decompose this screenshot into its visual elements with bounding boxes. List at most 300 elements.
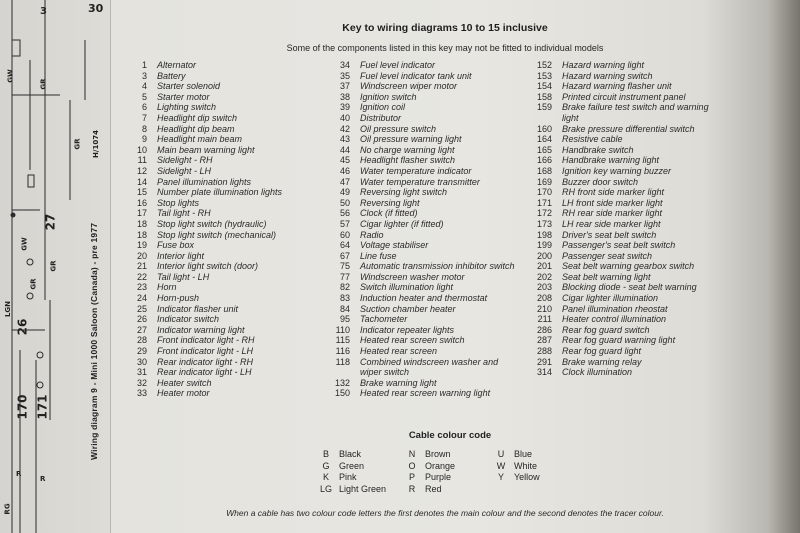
key-item: [330, 113, 530, 124]
diagram-label: GR: [29, 278, 38, 290]
key-item-name: Number plate illumination lights: [157, 187, 283, 198]
key-item: [530, 124, 725, 135]
key-item-number: 118: [335, 356, 350, 367]
key-item: [530, 293, 725, 304]
key-item: [131, 230, 336, 241]
key-item-name: Front indicator light - LH: [157, 346, 254, 357]
key-item: [330, 240, 530, 251]
key-item-name: Heater motor: [157, 388, 210, 399]
key-item-name: Reversing light switch: [360, 187, 448, 198]
key-item-number: 31: [136, 367, 147, 378]
key-item-number: 25: [136, 303, 147, 314]
key-item: [131, 102, 336, 113]
key-item-name: Heated rear screen warning light: [360, 388, 491, 399]
key-item-number: 26: [136, 314, 147, 325]
key-item: [330, 378, 530, 389]
colour-code: P: [408, 472, 415, 482]
colour-code-item: [493, 461, 540, 473]
key-item: [131, 208, 336, 219]
key-item-name: Reversing light: [360, 197, 420, 208]
colour-code: R: [408, 483, 416, 494]
key-item-name: Brake warning relay: [562, 356, 642, 367]
diagram-label: LGN: [4, 300, 13, 318]
key-item-number: 20: [136, 250, 147, 261]
key-item-name: Hazard warning switch: [562, 70, 653, 81]
key-item: [530, 367, 725, 378]
key-item: [131, 304, 336, 315]
key-item-name: Alternator: [157, 60, 197, 70]
diagram-label: GR: [39, 78, 48, 90]
key-item-name: Automatic transmission inhibitor switch: [360, 261, 515, 272]
key-item-name: Passenger's seat belt switch: [562, 240, 676, 251]
key-item: [131, 166, 336, 177]
key-item-name: Headlight dip beam: [157, 123, 235, 134]
key-item-number: 171: [536, 197, 552, 208]
key-item-number: 10: [136, 144, 147, 155]
key-item: [530, 240, 725, 251]
key-item-name: Windscreen wiper motor: [360, 81, 457, 92]
key-item-name: Indicator flasher unit: [157, 303, 239, 314]
key-item: [530, 187, 725, 198]
key-item: [131, 272, 336, 283]
key-item-number: 34: [339, 60, 350, 70]
key-item-name: Main beam warning light: [157, 144, 255, 155]
key-item-name: Indicator switch: [157, 314, 220, 325]
key-item-name: Heated rear screen: [360, 346, 438, 357]
key-item: [530, 261, 725, 272]
key-item-number: 82: [339, 282, 350, 293]
key-item-name: LH front side marker light: [562, 197, 663, 208]
key-item-number: 14: [136, 176, 147, 187]
key-item-name: No charge warning light: [360, 144, 455, 155]
key-item-name: Rear indicator light - RH: [157, 356, 254, 367]
key-item-number: 95: [339, 314, 350, 325]
key-item-number: 5: [141, 91, 147, 102]
key-item: [330, 230, 530, 241]
colour-code-item: [493, 472, 540, 484]
key-item-name: Front indicator light - RH: [157, 335, 255, 346]
key-item-name: Buzzer door switch: [562, 176, 639, 187]
colour-code-item: [318, 484, 386, 496]
colour-code-item: [318, 449, 386, 461]
key-item-name: Seat belt warning gearbox switch: [562, 261, 695, 272]
key-item: [330, 102, 530, 113]
key-item-number: 9: [141, 134, 147, 145]
key-item: [131, 60, 336, 71]
key-item-name: Sidelight - LH: [157, 165, 212, 176]
colour-name: Green: [339, 460, 365, 471]
diagram-label: GW: [6, 69, 15, 83]
key-item-number: 198: [536, 229, 552, 240]
key-item-name: Cigar lighter (if fitted): [360, 218, 444, 229]
key-item-number: 168: [536, 165, 552, 176]
key-item-number: 116: [335, 346, 350, 357]
cable-colour-heading: Cable colour code: [408, 430, 492, 441]
key-item-number: 152: [536, 60, 552, 70]
key-item-name: Switch illumination light: [360, 282, 454, 293]
key-item-number: 150: [334, 388, 350, 399]
colour-name: Black: [339, 449, 362, 459]
key-item: [530, 198, 725, 209]
key-item: [330, 335, 530, 346]
key-item: [131, 92, 336, 103]
key-item: [330, 282, 530, 293]
colour-code: K: [322, 472, 329, 482]
key-item-number: 30: [136, 356, 147, 367]
key-item-number: [330, 367, 350, 378]
key-item-number: 314: [536, 367, 552, 378]
key-item-name: Horn-push: [157, 293, 200, 304]
key-item: [131, 155, 336, 166]
key-item-name: Cigar lighter illumination: [562, 293, 659, 304]
key-item-number: 158: [536, 91, 552, 102]
colour-column-2: [404, 449, 455, 495]
colour-code: LG: [319, 483, 332, 494]
key-item: [131, 261, 336, 272]
key-item-number: 6: [141, 102, 147, 113]
key-item-name: Indicator warning light: [157, 324, 245, 335]
key-item-name: Handbrake switch: [562, 144, 634, 155]
key-item-name: Interior light switch (door): [157, 261, 259, 272]
key-item-name: Rear fog guard light: [562, 346, 642, 357]
key-item: [330, 134, 530, 145]
key-item-number: 115: [335, 335, 350, 346]
key-item-number: 159: [536, 102, 552, 113]
key-item-number: 75: [339, 261, 350, 272]
colour-code: W: [496, 460, 506, 471]
key-item: [131, 378, 336, 389]
key-item: [131, 177, 336, 188]
key-item: [530, 81, 725, 92]
key-item: [330, 357, 530, 368]
key-item-number: 18: [136, 218, 147, 229]
key-item: [530, 166, 725, 177]
key-item-number: 37: [339, 81, 350, 92]
key-item-number: 12: [136, 165, 147, 176]
key-item: [131, 81, 336, 92]
colour-name: White: [514, 460, 538, 471]
colour-code-item: [404, 484, 455, 496]
key-item-name: Handbrake warning light: [562, 155, 660, 166]
key-item-name: Driver's seat belt switch: [562, 229, 657, 240]
key-item-number: 15: [136, 187, 147, 198]
key-item: [530, 102, 725, 113]
key-item: [530, 335, 725, 346]
diagram-label: GR: [49, 260, 58, 272]
colour-code: N: [408, 449, 416, 459]
key-item-number: 47: [339, 176, 350, 187]
key-item-name: Sidelight - RH: [157, 155, 213, 166]
key-item-number: 165: [536, 144, 552, 155]
key-item-name: Rear fog guard switch: [562, 324, 650, 335]
key-item-name: Oil pressure switch: [360, 123, 437, 134]
key-item: [330, 187, 530, 198]
key-item-number: 84: [339, 303, 350, 314]
key-item-number: 288: [536, 346, 552, 357]
key-item-name: Stop lights: [157, 197, 200, 208]
diagram-label: GW: [20, 237, 29, 251]
key-item-name: Panel illumination lights: [157, 176, 252, 187]
key-item-number: 29: [136, 346, 147, 357]
key-item-name: Tachometer: [360, 314, 408, 325]
key-item: [530, 346, 725, 357]
key-item-name: Oil pressure warning light: [360, 134, 462, 145]
key-item-number: 291: [536, 356, 552, 367]
key-item-name: Distributor: [360, 112, 402, 123]
colour-code: U: [497, 449, 505, 459]
key-item-number: 201: [536, 261, 552, 272]
key-item-number: 46: [339, 165, 350, 176]
key-item: [330, 293, 530, 304]
key-item-name: Printed circuit instrument panel: [562, 91, 686, 102]
key-item-name: Heated rear screen switch: [360, 335, 465, 346]
colour-code-item: [404, 461, 455, 473]
key-item-name: Headlight flasher switch: [360, 155, 456, 166]
key-item-number: 172: [536, 208, 552, 219]
key-item-name: Battery: [157, 70, 186, 81]
key-item-name: Resistive cable: [562, 134, 623, 145]
key-item-name: Seat belt warning light: [562, 271, 651, 282]
colour-code: G: [322, 460, 330, 471]
key-item: [131, 388, 336, 399]
key-item-number: 153: [536, 70, 552, 81]
key-item-number: 3: [141, 70, 147, 81]
key-item-name: Tail light - RH: [157, 208, 211, 219]
key-item: [330, 208, 530, 219]
key-item-number: 67: [339, 250, 350, 261]
colour-column-1: [318, 449, 386, 495]
key-item-name: Suction chamber heater: [360, 303, 456, 314]
key-item-name: Clock illumination: [562, 367, 633, 378]
key-item: [530, 219, 725, 230]
colour-code: Y: [497, 472, 504, 482]
key-item-name: Starter motor: [157, 91, 210, 102]
colour-code-item: [404, 472, 455, 484]
key-item-number: 83: [339, 293, 350, 304]
colour-code: B: [322, 449, 329, 459]
diagram-label: 171: [35, 394, 50, 420]
key-item-name: Rear indicator light - LH: [157, 367, 252, 378]
key-item-number: 202: [536, 271, 552, 282]
key-item-number: 199: [536, 240, 552, 251]
key-item: [530, 357, 725, 368]
key-item-number: 24: [136, 293, 147, 304]
key-item-name: Clock (if fitted): [360, 208, 418, 219]
key-item-number: 211: [537, 314, 552, 325]
key-item: [131, 145, 336, 156]
key-item-number: 4: [141, 81, 147, 92]
key-item-name: LH rear side marker light: [562, 218, 661, 229]
key-item: [330, 92, 530, 103]
key-item-number: 11: [137, 155, 147, 166]
key-item-number: 33: [136, 388, 147, 399]
key-item: [131, 346, 336, 357]
key-item-name: Ignition key warning buzzer: [562, 165, 672, 176]
key-item: [530, 113, 725, 124]
key-item: [131, 282, 336, 293]
diagram-label: H/1074: [91, 130, 100, 158]
key-item-number: 50: [339, 197, 350, 208]
key-item: [330, 346, 530, 357]
key-item-number: 28: [136, 335, 147, 346]
key-item: [330, 124, 530, 135]
colour-code-item: [404, 449, 455, 461]
key-item-number: 154: [536, 81, 552, 92]
key-item-name: Fuel level indicator tank unit: [360, 70, 472, 81]
key-item-number: 49: [339, 187, 350, 198]
key-item-name: Induction heater and thermostat: [360, 293, 488, 304]
key-item-name: Fuse box: [157, 240, 195, 251]
key-item: [330, 60, 530, 71]
key-item-number: 77: [339, 271, 350, 282]
key-item-number: 203: [536, 282, 552, 293]
key-item-number: 21: [136, 261, 147, 272]
key-item-name: Lighting switch: [157, 102, 217, 113]
key-item-name: Heater switch: [157, 377, 212, 388]
key-item: [330, 251, 530, 262]
key-item-number: 64: [339, 240, 350, 251]
key-item: [131, 325, 336, 336]
key-item: [131, 357, 336, 368]
key-item-number: 208: [536, 293, 552, 304]
key-item-name: Panel illumination rheostat: [562, 303, 668, 314]
colour-name: Orange: [425, 460, 456, 471]
key-item-name: Hazard warning flasher unit: [562, 81, 672, 92]
key-item-name: Stop light switch (mechanical): [157, 229, 277, 240]
key-item-number: 27: [136, 324, 147, 335]
key-item-name: wiper switch: [360, 367, 410, 378]
colour-code: O: [408, 460, 416, 471]
wiring-diagram-strip: [0, 0, 111, 533]
key-item: [131, 187, 336, 198]
key-item-name: Tail light - LH: [157, 271, 210, 282]
diagram-label: RG: [3, 503, 12, 515]
key-column-3: [530, 60, 725, 378]
key-item-number: 56: [339, 208, 350, 219]
diagram-label: 27: [43, 213, 58, 231]
diagram-label: R: [40, 475, 46, 483]
key-item-name: Brake warning light: [360, 377, 437, 388]
key-item-number: 173: [536, 218, 552, 229]
key-item-name: Blocking diode - seat belt warning: [562, 282, 697, 293]
key-item: [330, 81, 530, 92]
key-item: [330, 367, 530, 378]
colour-code-item: [493, 449, 540, 461]
key-item-number: 287: [536, 335, 552, 346]
colour-name: Blue: [514, 449, 533, 459]
key-item: [131, 367, 336, 378]
key-item: [131, 124, 336, 135]
key-item: [131, 335, 336, 346]
key-column-2: [330, 60, 530, 399]
colour-code-item: [318, 461, 386, 473]
key-item: [330, 219, 530, 230]
key-item-number: 45: [339, 155, 350, 166]
key-item-name: Rear fog guard warning light: [562, 335, 676, 346]
key-item: [131, 113, 336, 124]
colour-name: Purple: [425, 472, 452, 482]
key-item-number: 160: [536, 123, 552, 134]
key-item-number: 22: [136, 271, 147, 282]
key-item-number: 39: [339, 102, 350, 113]
key-item: [330, 304, 530, 315]
key-item-name: Line fuse: [360, 250, 397, 261]
key-item-number: 110: [335, 324, 350, 335]
key-item: [530, 177, 725, 188]
diagram-label: 3: [40, 6, 47, 17]
key-item-name: Headlight dip switch: [157, 112, 238, 123]
key-item-number: 60: [339, 229, 350, 240]
key-item: [131, 219, 336, 230]
key-item-number: 16: [136, 197, 147, 208]
key-item-number: 286: [536, 324, 552, 335]
key-item: [330, 71, 530, 82]
colour-name: Light Green: [339, 483, 387, 494]
key-item: [131, 251, 336, 262]
key-item-number: 8: [141, 123, 147, 134]
key-item-name: Combined windscreen washer and: [360, 356, 499, 367]
key-item-number: 32: [136, 377, 147, 388]
key-item-number: 170: [536, 187, 552, 198]
key-item: [330, 177, 530, 188]
key-item: [530, 134, 725, 145]
key-item-name: Interior light: [157, 250, 205, 261]
key-item-name: Brake failure test switch and warning: [562, 102, 709, 113]
key-item: [330, 388, 530, 399]
key-item: [530, 282, 725, 293]
key-item-name: Hazard warning light: [562, 60, 645, 70]
footnote: When a cable has two colour code letters the first denotes the main colour and the second denotes the tracer colour.: [226, 508, 664, 518]
diagram-label: R: [16, 470, 22, 478]
key-item: [530, 60, 725, 71]
key-item-name: Horn: [157, 282, 177, 293]
key-item-name: light: [562, 112, 579, 123]
key-item: [330, 155, 530, 166]
key-item-number: 40: [339, 112, 350, 123]
key-item-name: Starter solenoid: [157, 81, 221, 92]
key-item: [131, 198, 336, 209]
key-item: [530, 272, 725, 283]
diagram-label: 30: [88, 2, 104, 15]
key-item-number: 57: [339, 218, 350, 229]
diagram-label: GR: [73, 138, 82, 150]
key-item-number: 210: [536, 303, 552, 314]
key-item: [330, 198, 530, 209]
key-item: [530, 92, 725, 103]
key-item-number: 164: [536, 134, 552, 145]
key-item: [530, 71, 725, 82]
colour-name: Brown: [425, 449, 451, 459]
key-item: [530, 230, 725, 241]
key-column-1: [131, 60, 336, 399]
key-item: [330, 272, 530, 283]
key-item: [330, 314, 530, 325]
key-item-number: 38: [339, 91, 350, 102]
key-item-name: Radio: [360, 229, 384, 240]
colour-column-3: [493, 449, 540, 484]
key-item: [330, 325, 530, 336]
key-item: [530, 155, 725, 166]
key-item: [330, 145, 530, 156]
key-item-name: Voltage stabiliser: [360, 240, 429, 251]
key-item: [330, 166, 530, 177]
key-item-number: 19: [136, 240, 147, 251]
key-item-name: Passenger seat switch: [562, 250, 653, 261]
page-subtitle: Some of the components listed in this key may not be fitted to individual models: [286, 43, 604, 53]
key-item: [131, 314, 336, 325]
key-item: [530, 325, 725, 336]
key-item-name: Stop light switch (hydraulic): [157, 218, 267, 229]
